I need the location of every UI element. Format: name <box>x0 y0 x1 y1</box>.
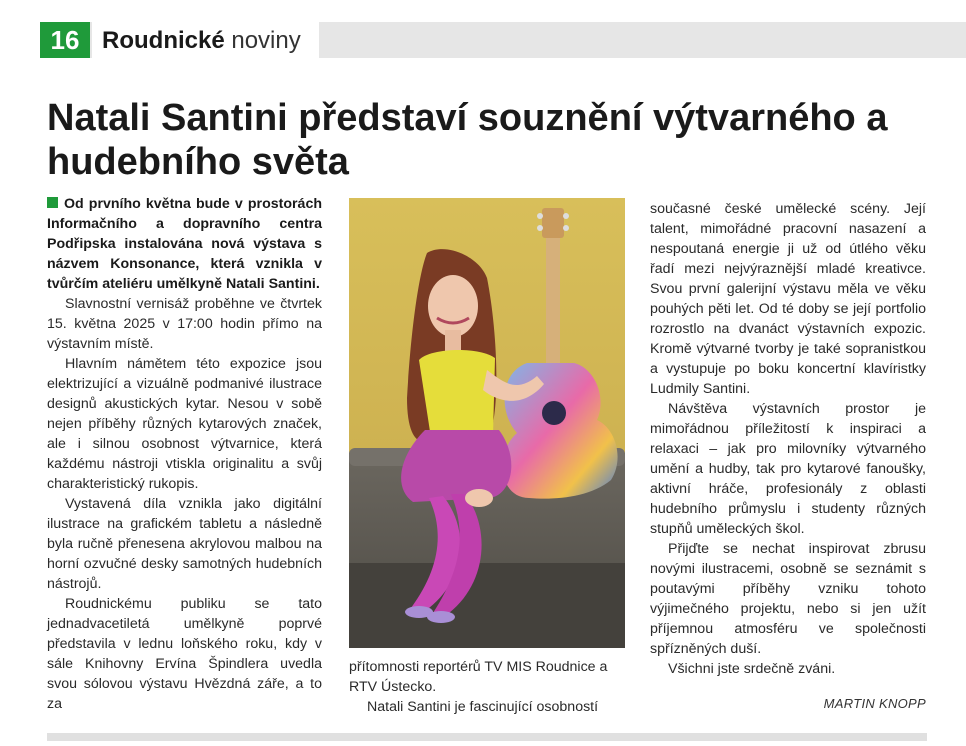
newspaper-title <box>92 22 319 58</box>
article-author: MARTIN KNOPP <box>823 696 926 711</box>
article-paragraph: současné české umělecké scény. Její talent, mimořádné pracovní nasazení a nespoutaná energie ji už od útlého věku řadí mezi nejvýraznější mladé kreativce. Svou první galerijní výstavu měla ve věku pouhých pěti let. Od té doby se její portfolio rozrostlo na dvanáct výstavních expozic. Kromě výtvarné tvorby je také sopranistkou a vystupuje po boku koncertní klavíristky Ludmily Santini. <box>650 201 926 397</box>
page-number: 16 <box>40 22 90 58</box>
article-paragraph: Všichni jste srdečně zváni. <box>668 661 836 677</box>
article-paragraph: Vystavená díla vznikla jako digitální ilustrace na grafickém tabletu a následně byla ručně přenesena akrylovou malbou na horní ozvučné desky samotných hudebních nástrojů. <box>47 496 322 592</box>
green-square-icon <box>47 197 58 208</box>
article-paragraph: Návštěva výstavních prostor je mimořádnou příležitostí k inspiraci a relaxaci – jak pro milovníky výtvarného umění a hudby, tak pro kytarové fanoušky, aktivní hráče, profesionály z oblasti hudebního průmyslu i studenty různých stupňů uměleckých škol. <box>650 401 926 537</box>
article-paragraph: Hlavním námětem této expozice jsou elektrizující a vizuálně podmanivé ilustrace designů akustických kytar. Nesou v sobě nejen příběhy různých kytarových značek, ale i silnou osobnost výtvarnice, která každému nástroji vtiskla originalitu a svůj charakteristický rukopis. <box>47 356 322 492</box>
newspaper-title-light: noviny <box>231 27 301 54</box>
article-paragraph: přítomnosti reportérů TV MIS Roudnice a RTV Ústecko. <box>349 659 608 695</box>
article-photo <box>349 198 625 648</box>
footer-bar <box>47 733 927 741</box>
article-column-2 <box>349 657 625 717</box>
article-headline: Natali Santini představí souznění výtvarného a hudebního světa <box>47 97 888 183</box>
article-column-3 <box>650 199 926 679</box>
article-paragraph: Přijďte se nechat inspirovat zbrusu novými ilustracemi, osobně se seznámit s poutavými příběhy vzniku tohoto výjimečného projektu, nebo si jen užít příjemnou atmosféru ve společnosti spřízněných duší. <box>650 541 926 657</box>
article-lead <box>47 194 322 294</box>
article-paragraph: Roudnickému publiku se tato jednadvacetiletá umělkyně poprvé představila v lednu loňského roku, kdy v sále Knihovny Ervína Špindlera uvedla svou sólovou výstavu Hvězdná záře, a to za <box>47 596 322 712</box>
article-lead-text: Od prvního května bude v prostorách Informačního a dopravního centra Podřipska instalována nová výstava s názvem Konsonance, která vznikla v tvůrčím ateliéru umělkyně Natali Santini. <box>47 196 322 292</box>
newspaper-title-bold: Roudnické <box>102 27 225 54</box>
article-paragraph: Slavnostní vernisáž proběhne ve čtvrtek 15. května 2025 v 17:00 hodin přímo na výstavním místě. <box>47 296 322 352</box>
article-paragraph: Natali Santini je fascinující osobností <box>367 699 599 715</box>
article-column-1 <box>47 194 322 714</box>
